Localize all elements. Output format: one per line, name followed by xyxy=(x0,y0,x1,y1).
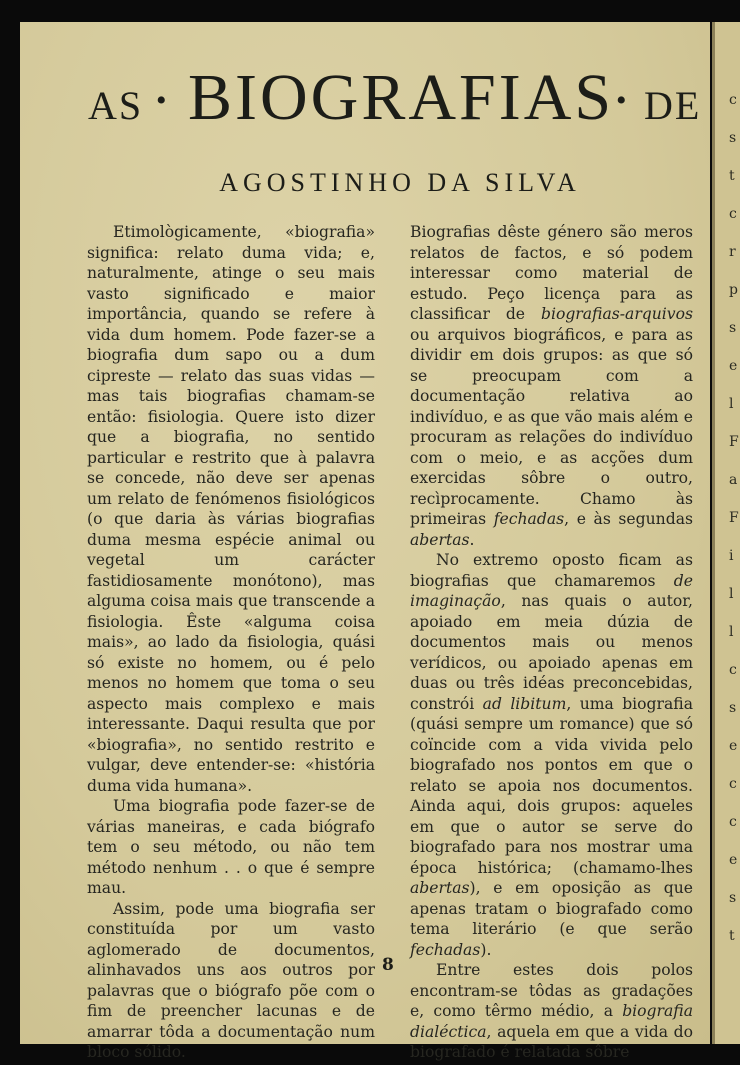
paragraph: Etimològicamente, «biografia» significa: relato duma vida; e, naturalmente, atinge o seu mais vasto significado e maior importância, quando se refere à vida dum homem. Pode fazer-se a biografia dum sapo ou a dum cipreste — relato das suas vidas — mas tais biografias chamam-se então: fisiologia. Quere isto dizer que a biografia, no sentido particular e restrito que à palavra se concede, não deve ser apenas um relato de fenómenos fisiológicos (o que daria às várias biografias duma mesma espécie animal ou vegetal um carácter fastidiosamente monótono), mas alguma coisa mais que transcende a fisiologia. Êste «alguma coisa mais», ao lado da fisiologia, quási só existe no homem, ou é pelo menos no homem que toma o seu aspecto mais complexo e mais interessante. Daqui resulta que por «biografia», no sentido restrito e vulgar, deve entender-se: «história duma vida humana». xyxy=(87,223,375,795)
article-author: AGOSTINHO DA SILVA xyxy=(219,168,581,197)
adjacent-page-letter: a xyxy=(729,472,738,488)
title-separator-dot: • xyxy=(156,84,167,117)
paragraph: Entre estes dois polos encontram-se tôdas as gradações e, como têrmo médio, a biografia dialéctica, aquela em que a vida do biografado é relatada sôbre xyxy=(410,961,693,1061)
paragraph: No extremo oposto ficam as biografias que chamaremos de imaginação, nas quais o autor, apoiado em meia dúzia de documentos mais ou menos verídicos, ou apoiado apenas em duas ou três idéas preconcebidas, constrói ad libitum, uma biografia (quási sempre um romance) que só coïncide com a vida vivida pelo biografado nos pontos em que o relato se apoia nos documentos. Ainda aqui, dois grupos: aqueles em que o autor se serve do biografado para nos mostrar uma época histórica; (chamamo-lhes abertas), e em oposição as que apenas tratam o biografado como tema literário (e que serão fechadas). xyxy=(410,551,693,959)
adjacent-page-letter: e xyxy=(729,358,738,374)
adjacent-page-letter: s xyxy=(729,320,737,336)
adjacent-page-letter: c xyxy=(729,776,737,792)
adjacent-page-letter: c xyxy=(729,814,737,830)
adjacent-page-letter: t xyxy=(729,928,735,944)
title-separator-dot: • xyxy=(616,84,627,117)
adjacent-page-letter: p xyxy=(729,282,738,298)
paragraph: Biografias dêste género são meros relatos de factos, e só podem interessar como material de estudo. Peço licença para as classificar de biografias-arquivos ou arquivos biográficos, e para as dividir em dois grupos: as que só se preocupam com a documentação relativa ao indivíduo, e as que vão mais além e procuram as relações do indivíduo com o meio, e as acções dum exercidas sôbre o outro, recìprocamente. Chamo às primeiras fechadas, e às segundas abertas. xyxy=(410,223,693,549)
article-title xyxy=(60,60,710,150)
adjacent-page-letter: t xyxy=(729,168,735,184)
title-main: BIOGRAFIAS xyxy=(188,61,615,134)
adjacent-page-letter: F xyxy=(729,510,739,526)
adjacent-page-letter: s xyxy=(729,890,737,906)
title-prefix: AS xyxy=(88,83,144,128)
adjacent-page-letter: e xyxy=(729,738,738,754)
adjacent-page-letter: s xyxy=(729,700,737,716)
adjacent-page-letter: r xyxy=(729,244,736,260)
left-text-column xyxy=(87,222,375,1063)
adjacent-page-letter: l xyxy=(729,586,734,602)
paragraph: Assim, pode uma biografia ser constituída por um vasto aglomerado de documentos, alinhavados uns aos outros por palavras que o biógrafo põe com o fim de preencher lacunas e de amarrar tôda a documentação num bloco sólido. xyxy=(87,899,375,1061)
adjacent-page-letter: c xyxy=(729,92,737,108)
adjacent-page-letter: i xyxy=(729,548,734,564)
right-text-column xyxy=(410,222,693,1063)
adjacent-page-letter: c xyxy=(729,206,737,222)
adjacent-page-letter: l xyxy=(729,624,734,640)
paragraph: Uma biografia pode fazer-se de várias maneiras, e cada biógrafo tem o seu método, ou não tem método nenhum . . o que é sempre mau. xyxy=(87,797,375,897)
adjacent-page-letter: e xyxy=(729,852,738,868)
adjacent-page-letter: l xyxy=(729,396,734,412)
title-suffix: DE xyxy=(644,83,702,128)
adjacent-page-letter: c xyxy=(729,662,737,678)
adjacent-page-letter: s xyxy=(729,130,737,146)
adjacent-page-letter: F xyxy=(729,434,739,450)
page-number: 8 xyxy=(382,955,394,975)
